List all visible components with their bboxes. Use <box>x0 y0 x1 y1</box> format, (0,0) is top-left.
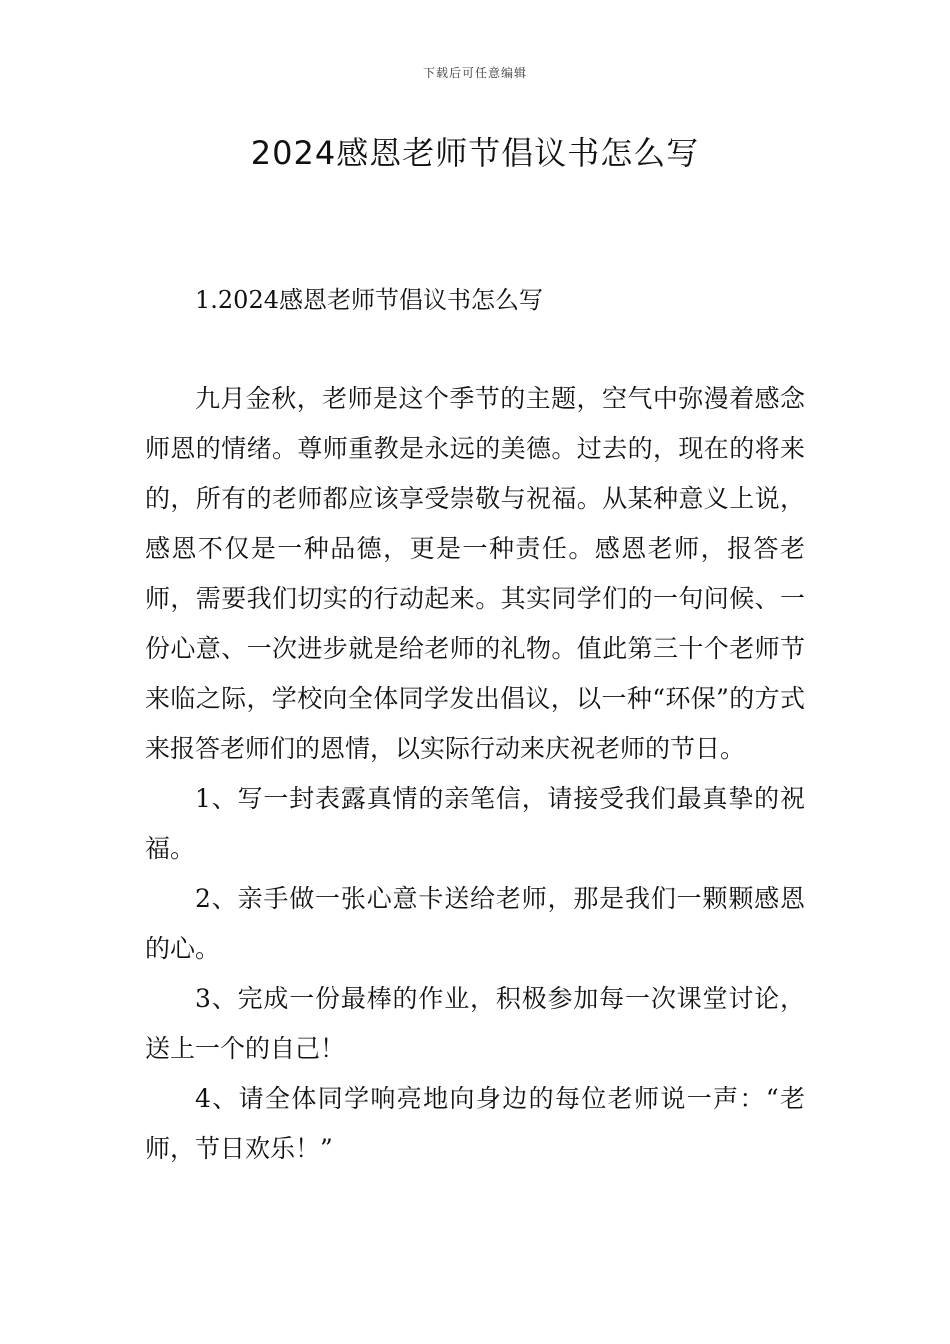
proposal-item-1: 1、写一封表露真情的亲笔信，请接受我们最真挚的祝福。 <box>145 784 805 863</box>
document-title: 2024感恩老师节倡议书怎么写 <box>250 134 700 172</box>
proposal-item-3: 3、完成一份最棒的作业，积极参加每一次课堂讨论，送上一个的自己！ <box>145 984 805 1063</box>
section-heading: 1.2024感恩老师节倡议书怎么写 <box>195 286 543 314</box>
header-note: 下载后可任意编辑 <box>422 66 527 80</box>
intro-paragraph: 九月金秋，老师是这个季节的主题，空气中弥漫着感念师恩的情绪。尊师重教是永远的美德。过去的，现在的将来的，所有的老师都应该享受崇敬与祝福。从某种意义上说，感恩不仅是一种品德，更是一种责任。感恩老师，报答老师，需要我们切实的行动起来。其实同学们的一句问候、一份心意、一次进步就是给老师的礼物。值此第三十个老师节来临之际，学校向全体同学发出倡议，以一种“环保”的方式来报答老师们的恩情，以实际行动来庆祝老师的节日。 <box>145 384 805 763</box>
proposal-item-4: 4、请全体同学响亮地向身边的每位老师说一声：“老师，节日欢乐！” <box>145 1084 805 1163</box>
document-body <box>145 374 805 1174</box>
proposal-item-2: 2、亲手做一张心意卡送给老师，那是我们一颗颗感恩的心。 <box>145 884 805 963</box>
